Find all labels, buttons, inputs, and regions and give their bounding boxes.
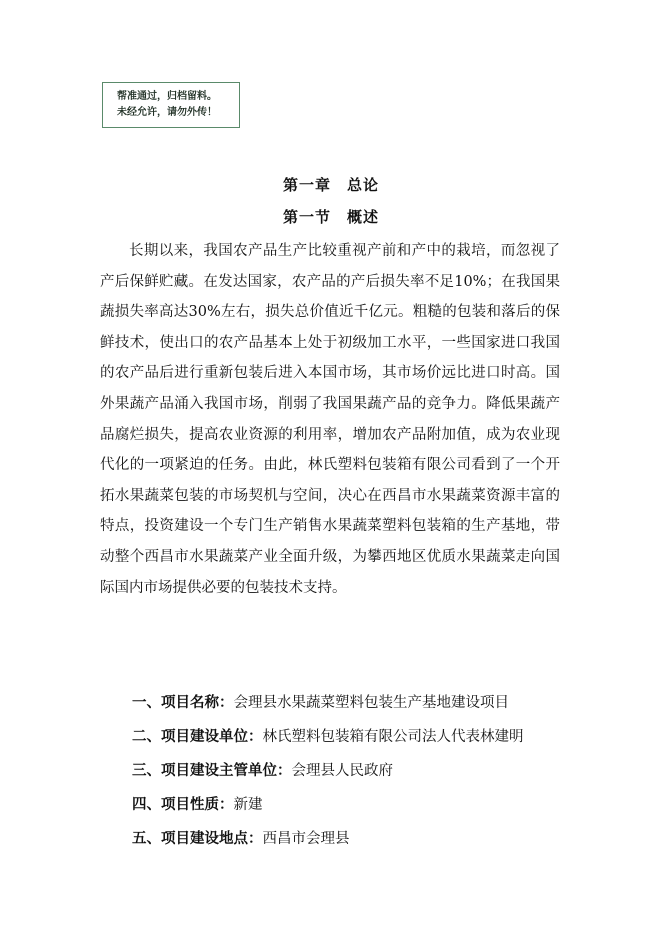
project-authority-item [132, 754, 562, 788]
project-builder-item [132, 720, 562, 754]
notice-line-2: 未经允许，请勿外传！ [117, 107, 217, 118]
chapter-title: 第一章 总论 [282, 176, 379, 194]
item-value: 林氏塑料包装箱有限公司法人代表林建明 [262, 729, 524, 745]
item-label: 二、项目建设单位： [132, 728, 263, 745]
project-nature-item [132, 788, 562, 822]
item-value: 会理县人民政府 [291, 763, 393, 779]
item-value: 新建 [233, 797, 263, 813]
notice-line-1: 帮准通过，归档留料。 [117, 91, 217, 102]
item-value: 会理县水果蔬菜塑料包装生产基地建设项目 [233, 695, 509, 711]
notice-box [102, 82, 240, 128]
item-label: 四、项目性质： [132, 796, 234, 813]
section-title: 第一节 概述 [282, 208, 379, 226]
item-label: 三、项目建设主管单位： [132, 762, 292, 779]
project-name-item [132, 686, 562, 720]
item-label: 五、项目建设地点： [132, 830, 263, 847]
item-label: 一、项目名称： [132, 694, 234, 711]
overview-paragraph: 长期以来，我国农产品生产比较重视产前和产中的栽培，而忽视了产后保鲜贮藏。在发达国家，农产品的产后损失率不足10%；在我国果蔬损失率高达30%左右，损失总价值近千亿元。粗糙的包装和落后的保鲜技术，使出口的农产品基本上处于初级加工水平，一些国家进口我国的农产品后进行重新包装后进入本国市场，其市场价远比进口时高。国外果蔬产品涌入我国市场，削弱了我国果蔬产品的竞争力。降低果蔬产品腐烂损失，提高农业资源的利用率，增加农产品附加值，成为农业现代化的一项紧迫的任务。由此，林氏塑料包装箱有限公司看到了一个开拓水果蔬菜包装的市场契机与空间，决心在西昌市水果蔬菜资源丰富的特点，投资建设一个专门生产销售水果蔬菜塑料包装箱的生产基地，带动整个西昌市水果蔬菜产业全面升级，为攀西地区优质水果蔬菜走向国际国内市场提供必要的包装技术支持。 [100, 243, 560, 596]
item-value: 西昌市会理县 [262, 831, 350, 847]
project-location-item [132, 822, 562, 856]
project-info-list [132, 686, 562, 856]
